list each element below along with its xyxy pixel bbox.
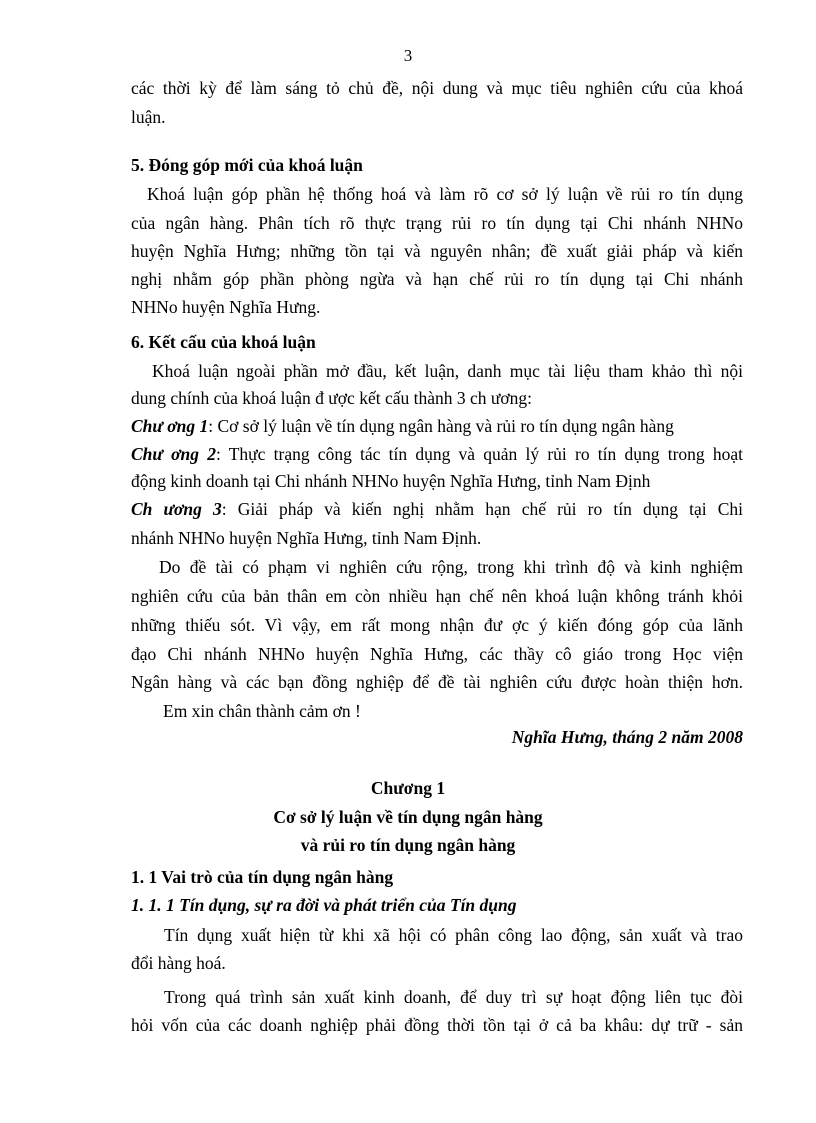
text-line: đổi hàng hoá. [131, 953, 226, 973]
text-line: Ngân hàng và các bạn đồng nghiệp để đề tài nghiên cứu được hoàn thiện hơn. [131, 672, 743, 692]
place-date: Nghĩa Hưng, tháng 2 năm 2008 [511, 727, 743, 747]
chapter-list-item [131, 498, 743, 520]
text-line: NHNo huyện Nghĩa Hưng. [131, 297, 321, 317]
text-line: nghị nhằm góp phần phòng ngừa và hạn chế rủi ro tín dụng tại Chi nhánh [131, 269, 743, 289]
text-line: huyện Nghĩa Hưng; những tồn tại và nguyên nhân; đề xuất giải pháp và kiến [131, 241, 743, 261]
chapter-desc: : Cơ sở lý luận về tín dụng ngân hàng và rủi ro tín dụng ngân hàng [208, 416, 674, 436]
chapter-desc: : Thực trạng công tác tín dụng và quản lý rủi ro tín dụng trong hoạt [215, 444, 743, 464]
section-heading: 5. Đóng góp mới của khoá luận [131, 155, 363, 175]
chapter-label: Chư ơng 1 [131, 416, 209, 436]
text-line: của ngân hàng. Phân tích rõ thực trạng rủi ro tín dụng tại Chi nhánh NHNo [131, 213, 743, 233]
text-line: Trong quá trình sản xuất kinh doanh, để duy trì sự hoạt động liên tục đòi [164, 987, 743, 1007]
chapter-subtitle: và rủi ro tín dụng ngân hàng [300, 835, 516, 855]
chapter-list-item [131, 443, 743, 465]
chapter-subtitle: Cơ sở lý luận về tín dụng ngân hàng [273, 807, 543, 827]
text-line: hỏi vốn của các doanh nghiệp phải đồng thời tồn tại ở cả ba khâu: dự trữ - sản [131, 1015, 743, 1035]
text-line: động kinh doanh tại Chi nhánh NHNo huyện Nghĩa Hưng, tỉnh Nam Định [131, 471, 651, 491]
chapter-title: Chương 1 [370, 778, 446, 798]
text-line: nhánh NHNo huyện Nghĩa Hưng, tỉnh Nam Định. [131, 528, 482, 548]
text-line: Khoá luận ngoài phần mở đầu, kết luận, danh mục tài liệu tham khảo thì nội [152, 361, 743, 381]
text-line: Tín dụng xuất hiện từ khi xã hội có phân công lao động, sản xuất và trao [164, 925, 743, 945]
page-number: 3 [403, 46, 413, 65]
chapter-label: Ch ương 3 [131, 499, 222, 519]
text-line: Khoá luận góp phần hệ thống hoá và làm rõ cơ sở lý luận về rủi ro tín dụng [147, 184, 743, 204]
text-line: luận. [131, 107, 166, 127]
section-heading: 1. 1 Vai trò của tín dụng ngân hàng [131, 867, 394, 887]
text-line: dung chính của khoá luận đ ược kết cấu thành 3 ch ương: [131, 388, 532, 408]
text-line: nghiên cứu của bản thân em còn nhiều hạn chế nên khoá luận không tránh khỏi [131, 586, 743, 606]
section-heading: 6. Kết cấu của khoá luận [131, 332, 316, 352]
chapter-desc: : Giải pháp và kiến nghị nhằm hạn chế rủi ro tín dụng tại Chi [221, 499, 743, 519]
chapter-label: Chư ơng 2 [131, 444, 216, 464]
chapter-list-item [131, 415, 743, 437]
text-line: đạo Chi nhánh NHNo huyện Nghĩa Hưng, các thầy cô giáo trong Học viện [131, 644, 743, 664]
closing-line: Em xin chân thành cảm ơn ! [163, 701, 361, 721]
text-line: các thời kỳ để làm sáng tỏ chủ đề, nội dung và mục tiêu nghiên cứu của khoá [131, 78, 743, 98]
subsection-heading: 1. 1. 1 Tín dụng, sự ra đời và phát triển của Tín dụng [131, 895, 517, 915]
text-line: Do đề tài có phạm vi nghiên cứu rộng, trong khi trình độ và kinh nghiệm [159, 557, 743, 577]
text-line: những thiếu sót. Vì vậy, em rất mong nhận đư ợc ý kiến đóng góp của lãnh [131, 615, 743, 635]
